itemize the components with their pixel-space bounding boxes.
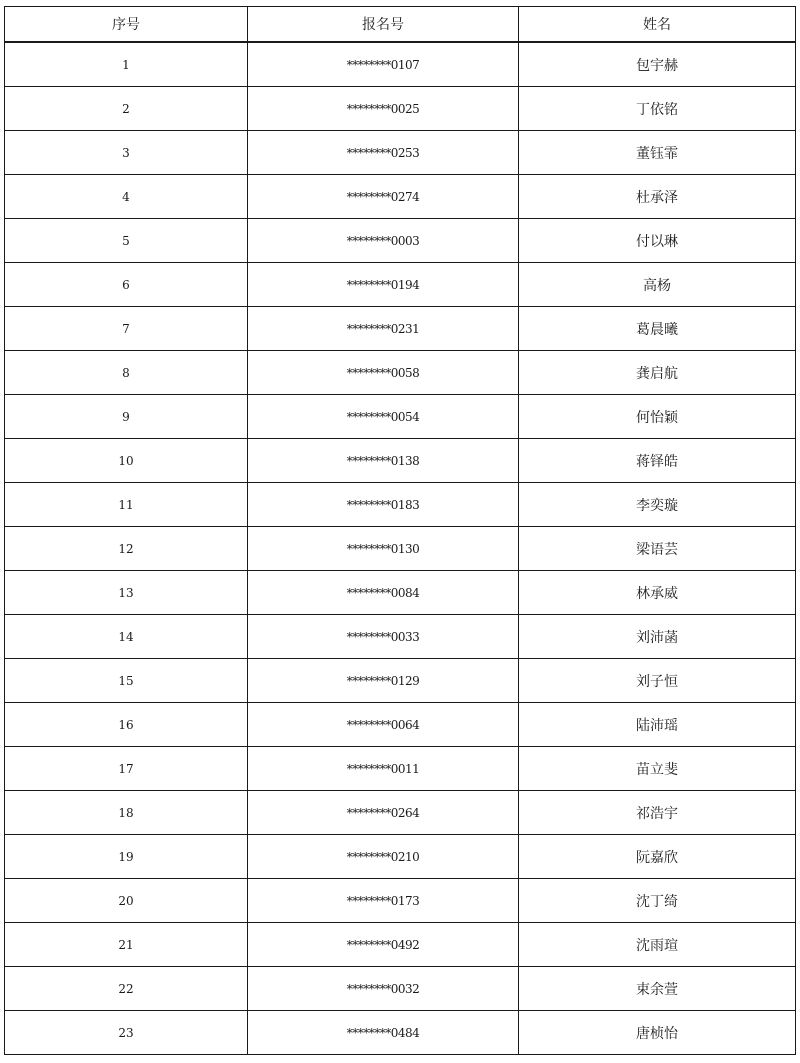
table-row <box>5 615 796 659</box>
table-row <box>5 747 796 791</box>
name-cell: 高杨 <box>519 263 796 307</box>
table-row <box>5 307 796 351</box>
column-header-registration-number: 报名号 <box>248 7 519 43</box>
seq-cell: 9 <box>5 395 248 439</box>
seq-cell: 18 <box>5 791 248 835</box>
table-body <box>5 42 796 1055</box>
seq-cell: 13 <box>5 571 248 615</box>
seq-cell: 6 <box>5 263 248 307</box>
name-cell: 葛晨曦 <box>519 307 796 351</box>
registration-number-cell: ********0011 <box>248 747 519 791</box>
registration-number-cell: ********0107 <box>248 42 519 87</box>
name-cell: 李奕璇 <box>519 483 796 527</box>
seq-cell: 7 <box>5 307 248 351</box>
table-row <box>5 659 796 703</box>
registration-number-cell: ********0231 <box>248 307 519 351</box>
seq-cell: 14 <box>5 615 248 659</box>
table-row <box>5 483 796 527</box>
registration-number-cell: ********0274 <box>248 175 519 219</box>
registration-number-cell: ********0084 <box>248 571 519 615</box>
seq-cell: 2 <box>5 87 248 131</box>
registration-number-cell: ********0138 <box>248 439 519 483</box>
registration-number-cell: ********0210 <box>248 835 519 879</box>
table-row <box>5 1011 796 1055</box>
registration-number-cell: ********0032 <box>248 967 519 1011</box>
registration-number-cell: ********0264 <box>248 791 519 835</box>
registration-number-cell: ********0253 <box>248 131 519 175</box>
column-header-name: 姓名 <box>519 7 796 43</box>
seq-cell: 10 <box>5 439 248 483</box>
name-cell: 杜承泽 <box>519 175 796 219</box>
table-row <box>5 923 796 967</box>
registration-number-cell: ********0194 <box>248 263 519 307</box>
table-row <box>5 131 796 175</box>
table-header <box>5 7 796 43</box>
seq-cell: 19 <box>5 835 248 879</box>
table-row <box>5 571 796 615</box>
seq-cell: 20 <box>5 879 248 923</box>
header-row <box>5 7 796 43</box>
registration-number-cell: ********0183 <box>248 483 519 527</box>
registration-number-cell: ********0064 <box>248 703 519 747</box>
name-cell: 沈丁绮 <box>519 879 796 923</box>
name-cell: 唐桢怡 <box>519 1011 796 1055</box>
name-cell: 苗立斐 <box>519 747 796 791</box>
registration-number-cell: ********0033 <box>248 615 519 659</box>
table-row <box>5 263 796 307</box>
seq-cell: 12 <box>5 527 248 571</box>
table-row <box>5 527 796 571</box>
name-cell: 董钰霏 <box>519 131 796 175</box>
name-cell: 陆沛瑶 <box>519 703 796 747</box>
seq-cell: 23 <box>5 1011 248 1055</box>
seq-cell: 16 <box>5 703 248 747</box>
name-cell: 祁浩宇 <box>519 791 796 835</box>
seq-cell: 8 <box>5 351 248 395</box>
table-row <box>5 175 796 219</box>
name-cell: 丁依铭 <box>519 87 796 131</box>
table-row <box>5 395 796 439</box>
registration-number-cell: ********0054 <box>248 395 519 439</box>
table-row <box>5 703 796 747</box>
roster-table <box>4 6 796 1055</box>
registration-number-cell: ********0173 <box>248 879 519 923</box>
name-cell: 包宇赫 <box>519 42 796 87</box>
column-header-seq: 序号 <box>5 7 248 43</box>
name-cell: 何怡颖 <box>519 395 796 439</box>
table-row <box>5 791 796 835</box>
seq-cell: 15 <box>5 659 248 703</box>
registration-number-cell: ********0129 <box>248 659 519 703</box>
table-row <box>5 879 796 923</box>
registration-number-cell: ********0130 <box>248 527 519 571</box>
seq-cell: 4 <box>5 175 248 219</box>
seq-cell: 11 <box>5 483 248 527</box>
name-cell: 龚启航 <box>519 351 796 395</box>
seq-cell: 22 <box>5 967 248 1011</box>
table-row <box>5 967 796 1011</box>
name-cell: 束余萱 <box>519 967 796 1011</box>
seq-cell: 1 <box>5 42 248 87</box>
table-row <box>5 219 796 263</box>
registration-number-cell: ********0492 <box>248 923 519 967</box>
name-cell: 蒋铎皓 <box>519 439 796 483</box>
table-row <box>5 87 796 131</box>
name-cell: 阮嘉欣 <box>519 835 796 879</box>
seq-cell: 17 <box>5 747 248 791</box>
table-row <box>5 439 796 483</box>
registration-number-cell: ********0058 <box>248 351 519 395</box>
name-cell: 刘子恒 <box>519 659 796 703</box>
registration-number-cell: ********0484 <box>248 1011 519 1055</box>
registration-number-cell: ********0025 <box>248 87 519 131</box>
name-cell: 付以琳 <box>519 219 796 263</box>
seq-cell: 5 <box>5 219 248 263</box>
name-cell: 沈雨瑄 <box>519 923 796 967</box>
seq-cell: 3 <box>5 131 248 175</box>
table-row <box>5 835 796 879</box>
seq-cell: 21 <box>5 923 248 967</box>
table-row <box>5 42 796 87</box>
name-cell: 林承威 <box>519 571 796 615</box>
name-cell: 梁语芸 <box>519 527 796 571</box>
table-row <box>5 351 796 395</box>
name-cell: 刘沛菡 <box>519 615 796 659</box>
registration-number-cell: ********0003 <box>248 219 519 263</box>
